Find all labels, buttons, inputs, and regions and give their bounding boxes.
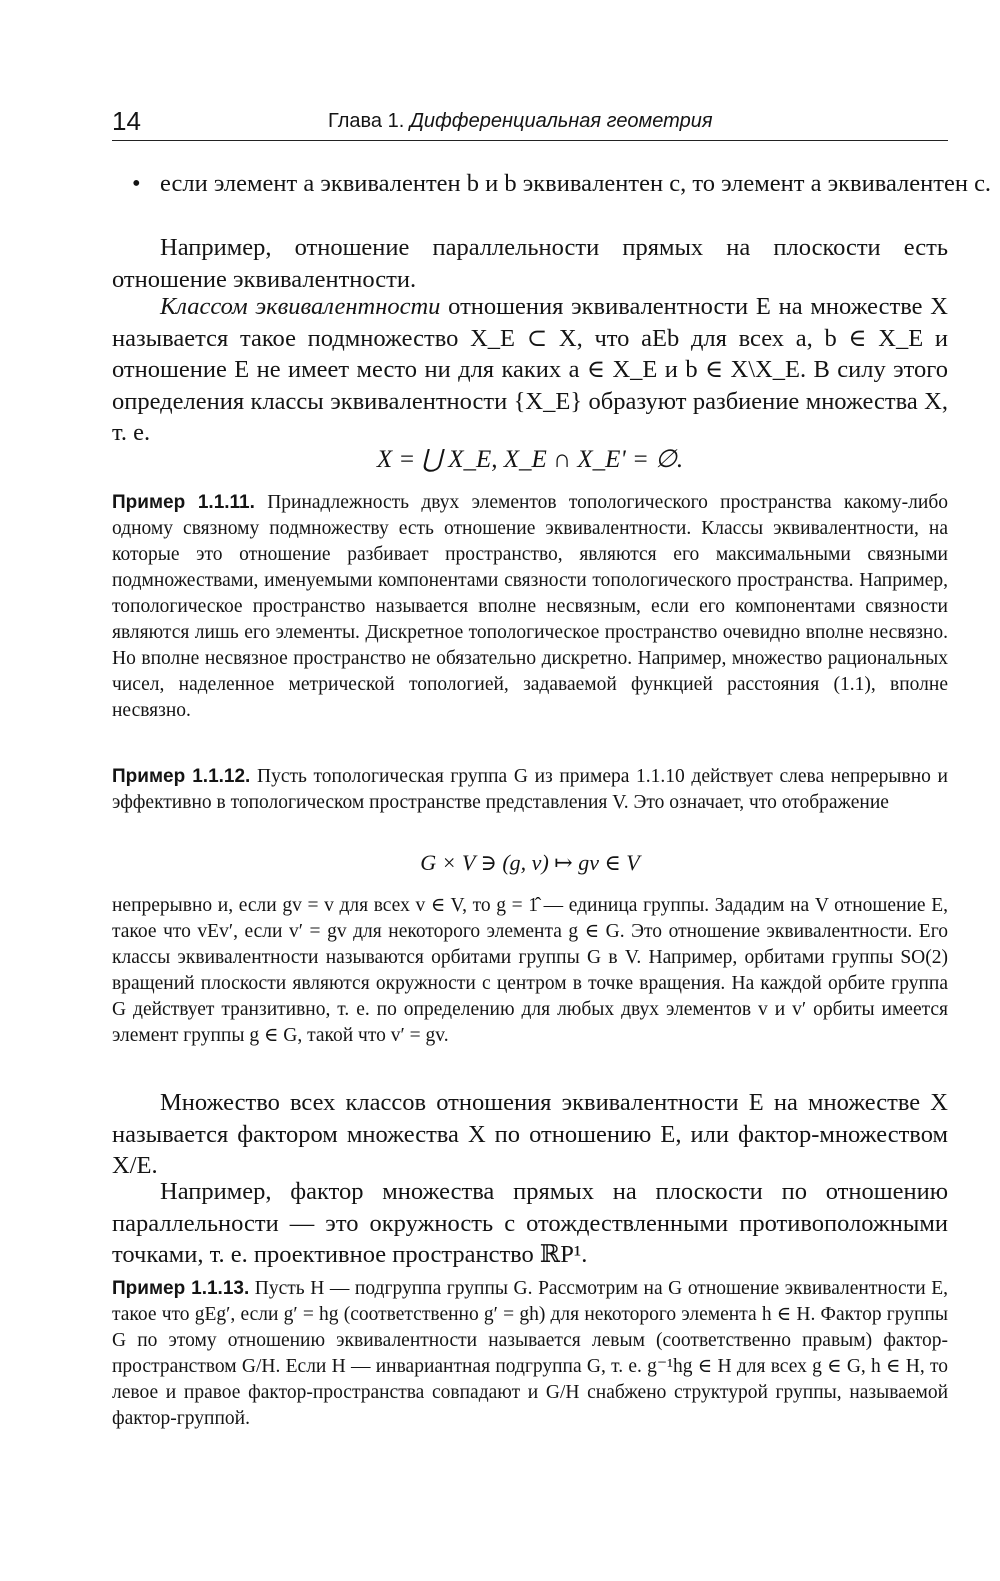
example-label: Пример 1.1.12. bbox=[112, 766, 251, 787]
example-text: Принадлежность двух элементов топологического пространства какому-либо одному связному подмножеству есть отношение эквивалентности. Классы эквивалентности, на которые это отношение разбивает пространство, являются его максимальными связными подмножествами, именуемыми компонентами связности топологического пространства. Например, топологическое пространство называется вполне несвязным, если его компонентами связности являются лишь его элементы. Дискретное топологическое пространство очевидно вполне несвязно. Но вполне несвязное пространство не обязательно дискретно. Например, множество рациональных чисел, наделенное метрической топологией, задаваемой функцией расстояния (1.1), вполне несвязно. bbox=[112, 492, 948, 721]
term-equivalence-class: Классом эквивалентности bbox=[160, 293, 441, 320]
bullet-item bbox=[112, 168, 996, 200]
paragraph-projective-space: Например, фактор множества прямых на плоскости по отношению параллельности — это окружность с отождествленными противоположными точками, т. е. проективное пространство ℝP¹. bbox=[112, 1178, 948, 1268]
chapter-label: Глава 1. bbox=[328, 110, 405, 132]
example-1-1-13 bbox=[112, 1276, 948, 1432]
paragraph-parallel: Например, отношение параллельности прямых на плоскости есть отношение эквивалентности. bbox=[112, 234, 948, 293]
example-text: Пусть H — подгруппа группы G. Рассмотрим на G отношение эквивалентности E, такое что gEg′, если g′ = hg (соответственно g′ = gh) для некоторого элемента h ∈ H. Фактор группы G по этому отношению эквивалентности называется левым (соответственно правым) фактор-пространством G/H. Если H — инвариантная подгруппа G, т. е. g⁻¹hg ∈ H для всех g ∈ G, h ∈ H, то левое и правое фактор-пространства совпадают и G/H снабжено структурой группы, называемой фактор-группой. bbox=[112, 1278, 948, 1429]
example-label: Пример 1.1.11. bbox=[112, 492, 255, 513]
page-number: 14 bbox=[112, 106, 141, 136]
bullet-mark: • bbox=[132, 170, 141, 197]
paragraph-equivalence-class-text: отношения эквивалентности E на множестве X называется такое подмножество X_E ⊂ X, что aEb для всех a, b ∈ X_E и отношение E не имеет место ни для каких a ∈ X_E и b ∈ X\X_E. В силу этого определения классы эквивалентности {X_E} образуют разбиение множества X, т. е. bbox=[112, 293, 948, 446]
paragraph-factor-set: Множество всех классов отношения эквивалентности E на множестве X называется фактором множества X по отношению E, или фактор-множеством X/E. bbox=[112, 1089, 948, 1179]
chapter-title: Дифференциальная геометрия bbox=[409, 110, 713, 132]
running-header bbox=[112, 106, 948, 141]
bullet-text: если элемент a эквивалентен b и b эквивалентен c, то элемент a эквивалентен c. bbox=[160, 170, 992, 197]
formula-action: G × V ∋ (g, v) ↦ gv ∈ V bbox=[420, 850, 640, 875]
paragraph-equivalence-class bbox=[112, 291, 948, 449]
formula-partition: X = ⋃ X_E, X_E ∩ X_E' = ∅. bbox=[376, 446, 684, 473]
example-text: Пусть топологическая группа G из примера 1.1.10 действует слева непрерывно и эффективно в топологическом пространстве представления V. Это означает, что отображение bbox=[112, 766, 948, 813]
example-1-1-11 bbox=[112, 490, 948, 724]
example-1-1-12-continued: непрерывно и, если gv = v для всех v ∈ V, то g = 1̂ — единица группы. Зададим на V отношение E, такое что vEv′, если v′ = gv для некоторого элемента g ∈ G. Это отношение эквивалентности. Его классы эквивалентности называются орбитами группы G в V. Например, орбитами группы SO(2) вращений плоскости являются окружности с центром в точке вращения. На каждой орбите группа G действует транзитивно, т. е. по определению для любых двух элементов v и v′ орбиты имеется элемент группы g ∈ G, такой что v′ = gv. bbox=[112, 895, 948, 1046]
example-label: Пример 1.1.13. bbox=[112, 1278, 250, 1299]
example-1-1-12 bbox=[112, 764, 948, 816]
running-title bbox=[328, 110, 713, 133]
